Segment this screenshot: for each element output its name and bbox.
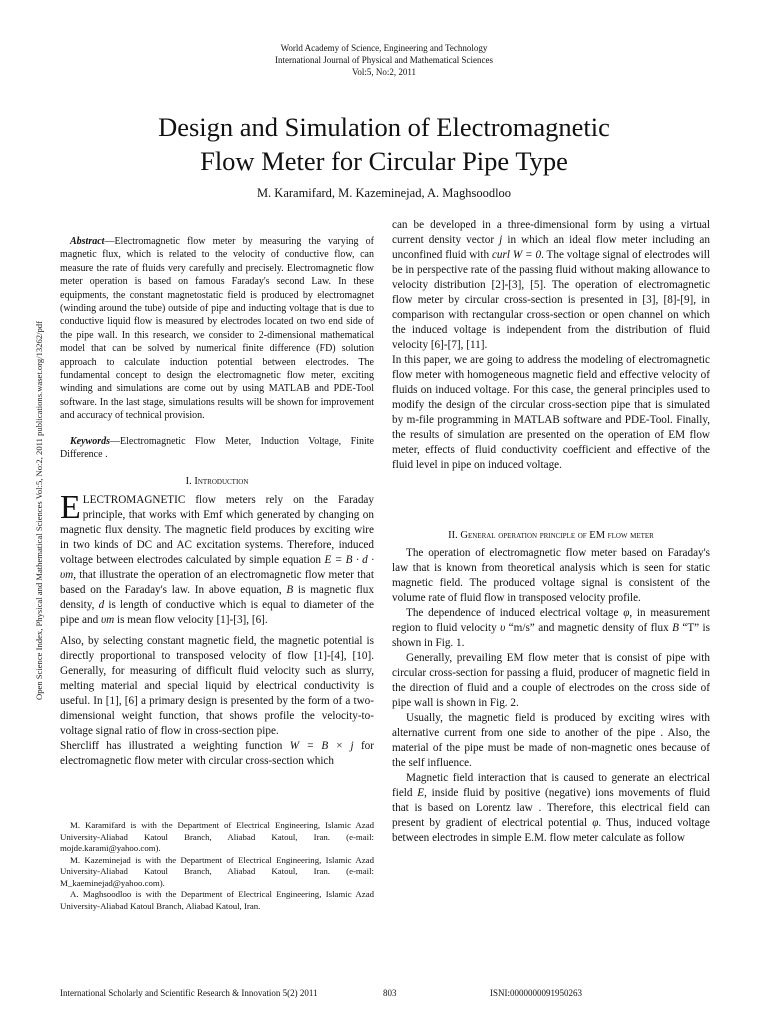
section-heading-introduction xyxy=(60,476,374,487)
abstract-text: —Electromagnetic flow meter by measuring the varying of magnetic flux, which is related to the velocity of conductive flow, can measure the rate of fluids very carefully and precisely. Electromagnetic flow meter operation is based on famous Faraday's second Law. In these equipments, the constant magnetostatic field is produced by electromagnet (winding around the tube) outside of pipe and inducting voltage that is due to conductive liquid flow is measured by electrodes located on two end side of the pipe wall. In this research, we consider to 2-dimensional mathematical model that can be solved by numerical finite difference (FD) solution approach to calculate induction potential between electrodes. The fundamental concept to design the electromagnetic flow meter, exciting winding and simulations are come out by using MATLAB and PDE-Tool software. In the last stage, simulations results will be shown for improvement and accuracy of technical provision. xyxy=(60,236,374,422)
header-volume: Vol:5, No:2, 2011 xyxy=(351,67,416,77)
footnote: M. Karamifard is with the Department of Electrical Engineering, Islamic Azad University-Aliabad Katoul Branch, Aliabad Katoul, Iran. (e-mail: mojde.karami@yahoo.com). xyxy=(60,820,374,853)
footnote: A. Maghsoodloo is with the Department of Electrical Engineering, Islamic Azad University-Aliabad Katoul Branch, Aliabad Katoul, Iran. xyxy=(60,889,374,911)
intro-paragraph-2: Also, by selecting constant magnetic field, the magnetic potential is directly proportional to transposed velocity of flow [1]-[4], [10]. Generally, for measuring of difficult fluid velocity such as slurry, melting material and special liquid by electrical conductivity is useful. In [1], [6] a primary design is presented by the form of a two-dimensional weight function, that shows profile the velocity-to-voltage signal ratio of flow in cross-section pipe. xyxy=(60,635,374,737)
symbol-phi: φ xyxy=(592,817,599,829)
intro-text: Shercliff has illustrated a weighting function xyxy=(60,740,290,752)
section-2-body xyxy=(392,546,710,846)
body-paragraph: Generally, prevailing EM flow meter that is consist of pipe with circular cross-section for passing a fluid, producer of magnetic field in the direction of fluid and a couple of electrodes on the cross side of pipe wall is shown in Fig. 2. xyxy=(392,652,710,709)
symbol-e: E xyxy=(417,787,425,799)
body-text: is shown in Fig. 1. xyxy=(392,622,711,649)
symbol-j: j xyxy=(499,234,503,246)
section-title: General operation principle of EM flow meter xyxy=(460,530,654,541)
footnote: M. Kazeminejad is with the Department of Electrical Engineering, Islamic Azad University-Aliabad Katoul Branch, Aliabad Katoul, Iran. (e-mail: M_kaeminejad@yahoo.com). xyxy=(60,854,374,888)
symbol-b: B xyxy=(286,584,294,596)
symbol-vm: υm xyxy=(101,614,115,626)
body-paragraph: In this paper, we are going to address the modeling of electromagnetic flow meter with homogeneous magnetic field and effective velocity of fluids on induced voltage. For this case, the general principles used to modify the design of the circular cross-section pipe that is simulated by m-file programming in MATLAB software and PDE-Tool. Finally, the results of simulation are presented on the operation of EM flow meter, effects of fluid conductivity coefficient and effective of the fluid level in pipe on induced voltage. xyxy=(392,354,710,471)
body-text: , in measurement region to fluid velocity xyxy=(392,607,710,634)
unit-t: “T” xyxy=(682,622,700,634)
title-line-2: Flow Meter for Circular Pipe Type xyxy=(200,146,568,176)
symbol-b: B xyxy=(672,622,679,634)
symbol-v: υ xyxy=(500,622,506,634)
abstract-label: Abstract xyxy=(70,236,105,247)
journal-header xyxy=(0,42,768,78)
header-org: World Academy of Science, Engineering and Technology xyxy=(280,43,488,53)
body-text: The dependence of induced electrical voltage xyxy=(406,607,624,619)
paper-title xyxy=(0,110,768,178)
dropcap: E xyxy=(60,489,81,526)
body-text: . Thus, induced voltage between electrodes in simple E.M. flow meter calculate as follow xyxy=(392,817,710,844)
right-column-intro xyxy=(392,218,710,473)
equation-emf: E = B · d · υm xyxy=(60,554,374,581)
body-text: in which an ideal flow meter including an unconfined fluid with xyxy=(392,234,710,261)
keywords-label: Keywords xyxy=(70,436,110,447)
author-footnotes xyxy=(60,820,374,912)
authors: M. Karamifard, M. Kazeminejad, A. Maghsoodloo xyxy=(256,186,512,200)
intro-text: , that illustrate the operation of an electromagnetic flow meter that based on the Faraday's law. In above equation, xyxy=(60,569,374,596)
body-text: , inside fluid by positive (negative) ions movements of fluid that is based on Lorentz law . Therefore, this electrical field can present by gradient of electrical potential xyxy=(392,787,710,829)
title-line-1: Design and Simulation of Electromagnetic xyxy=(158,112,610,142)
body-text: . The voltage signal of electrodes will be in perspective rate of the passing fluid without making allowance to velocity distribution [2]-[3], [5]. The operation of electromagnetic flow meter by circular cross-section is presented in [3], [8]-[9], in comparison with rectangular cross-section or open channel on which the induced voltage is independent from the distribution of fluid velocity [6]-[7], [11]. xyxy=(392,249,710,351)
abstract xyxy=(60,235,374,423)
section-title: Introduction xyxy=(194,476,249,487)
page-number: 803 xyxy=(383,988,397,998)
intro-text: for electromagnetic flow meter with circular cross-section which xyxy=(60,740,374,767)
equation-curl: curl W = 0 xyxy=(491,249,542,261)
body-text: Magnetic field interaction that is caused to generate an electrical field xyxy=(392,772,710,799)
intro-text: LECTROMAGNETIC flow meters rely on the Faraday principle, that works with Emf which generated by changing on magnetic flux density. The magnetic field produces by exciting wire in two kinds of DC and AC excitation systems. Therefore, induced voltage between electrodes calculated by simple equation xyxy=(60,494,374,566)
side-index-note: Open Science Index, Physical and Mathematical Sciences Vol:5, No:2, 2011 publications.waset.org/13262/pdf xyxy=(34,321,44,700)
section-number: I. xyxy=(185,476,192,487)
keywords xyxy=(60,435,374,462)
body-paragraph: The operation of electromagnetic flow meter based on Faraday's law that is known from theoretical analysis which is seen for static magnetic field. The produced voltage signal is consistent of the volume rate of fluid flow in transposed velocity profile. xyxy=(392,547,710,604)
intro-text: is length of conductive which is equal to diameter of the pipe and xyxy=(60,599,375,626)
footer-isni: ISNI:0000000091950263 xyxy=(490,988,582,998)
introduction-body xyxy=(60,489,375,769)
symbol-phi: φ xyxy=(623,607,630,619)
footer-publisher: International Scholarly and Scientific Research & Innovation 5(2) 2011 xyxy=(60,988,318,998)
body-text: can be developed in a three-dimensional form by using a virtual current density vector xyxy=(392,219,710,246)
keywords-text: —Electromagnetic Flow Meter, Induction Voltage, Finite Difference . xyxy=(60,436,374,461)
symbol-d: d xyxy=(98,599,105,611)
header-journal: International Journal of Physical and Mathematical Sciences xyxy=(275,55,493,65)
intro-text: is magnetic flux density, xyxy=(60,584,374,611)
section-heading-general-principle xyxy=(392,530,710,541)
body-text: and magnetic density of flux xyxy=(534,622,673,634)
section-number: II. xyxy=(448,530,458,541)
equation-weight: W = B × j xyxy=(289,740,354,752)
unit-ms: “m/s” xyxy=(508,622,535,634)
body-paragraph: Usually, the magnetic field is produced by exciting wires with alternative current from one side to another of the pipe . Also, the material of the pipe must be made of non-magnetic ones because of the self influence. xyxy=(392,712,710,769)
intro-text: is mean flow velocity [1]-[3], [6]. xyxy=(114,614,268,626)
